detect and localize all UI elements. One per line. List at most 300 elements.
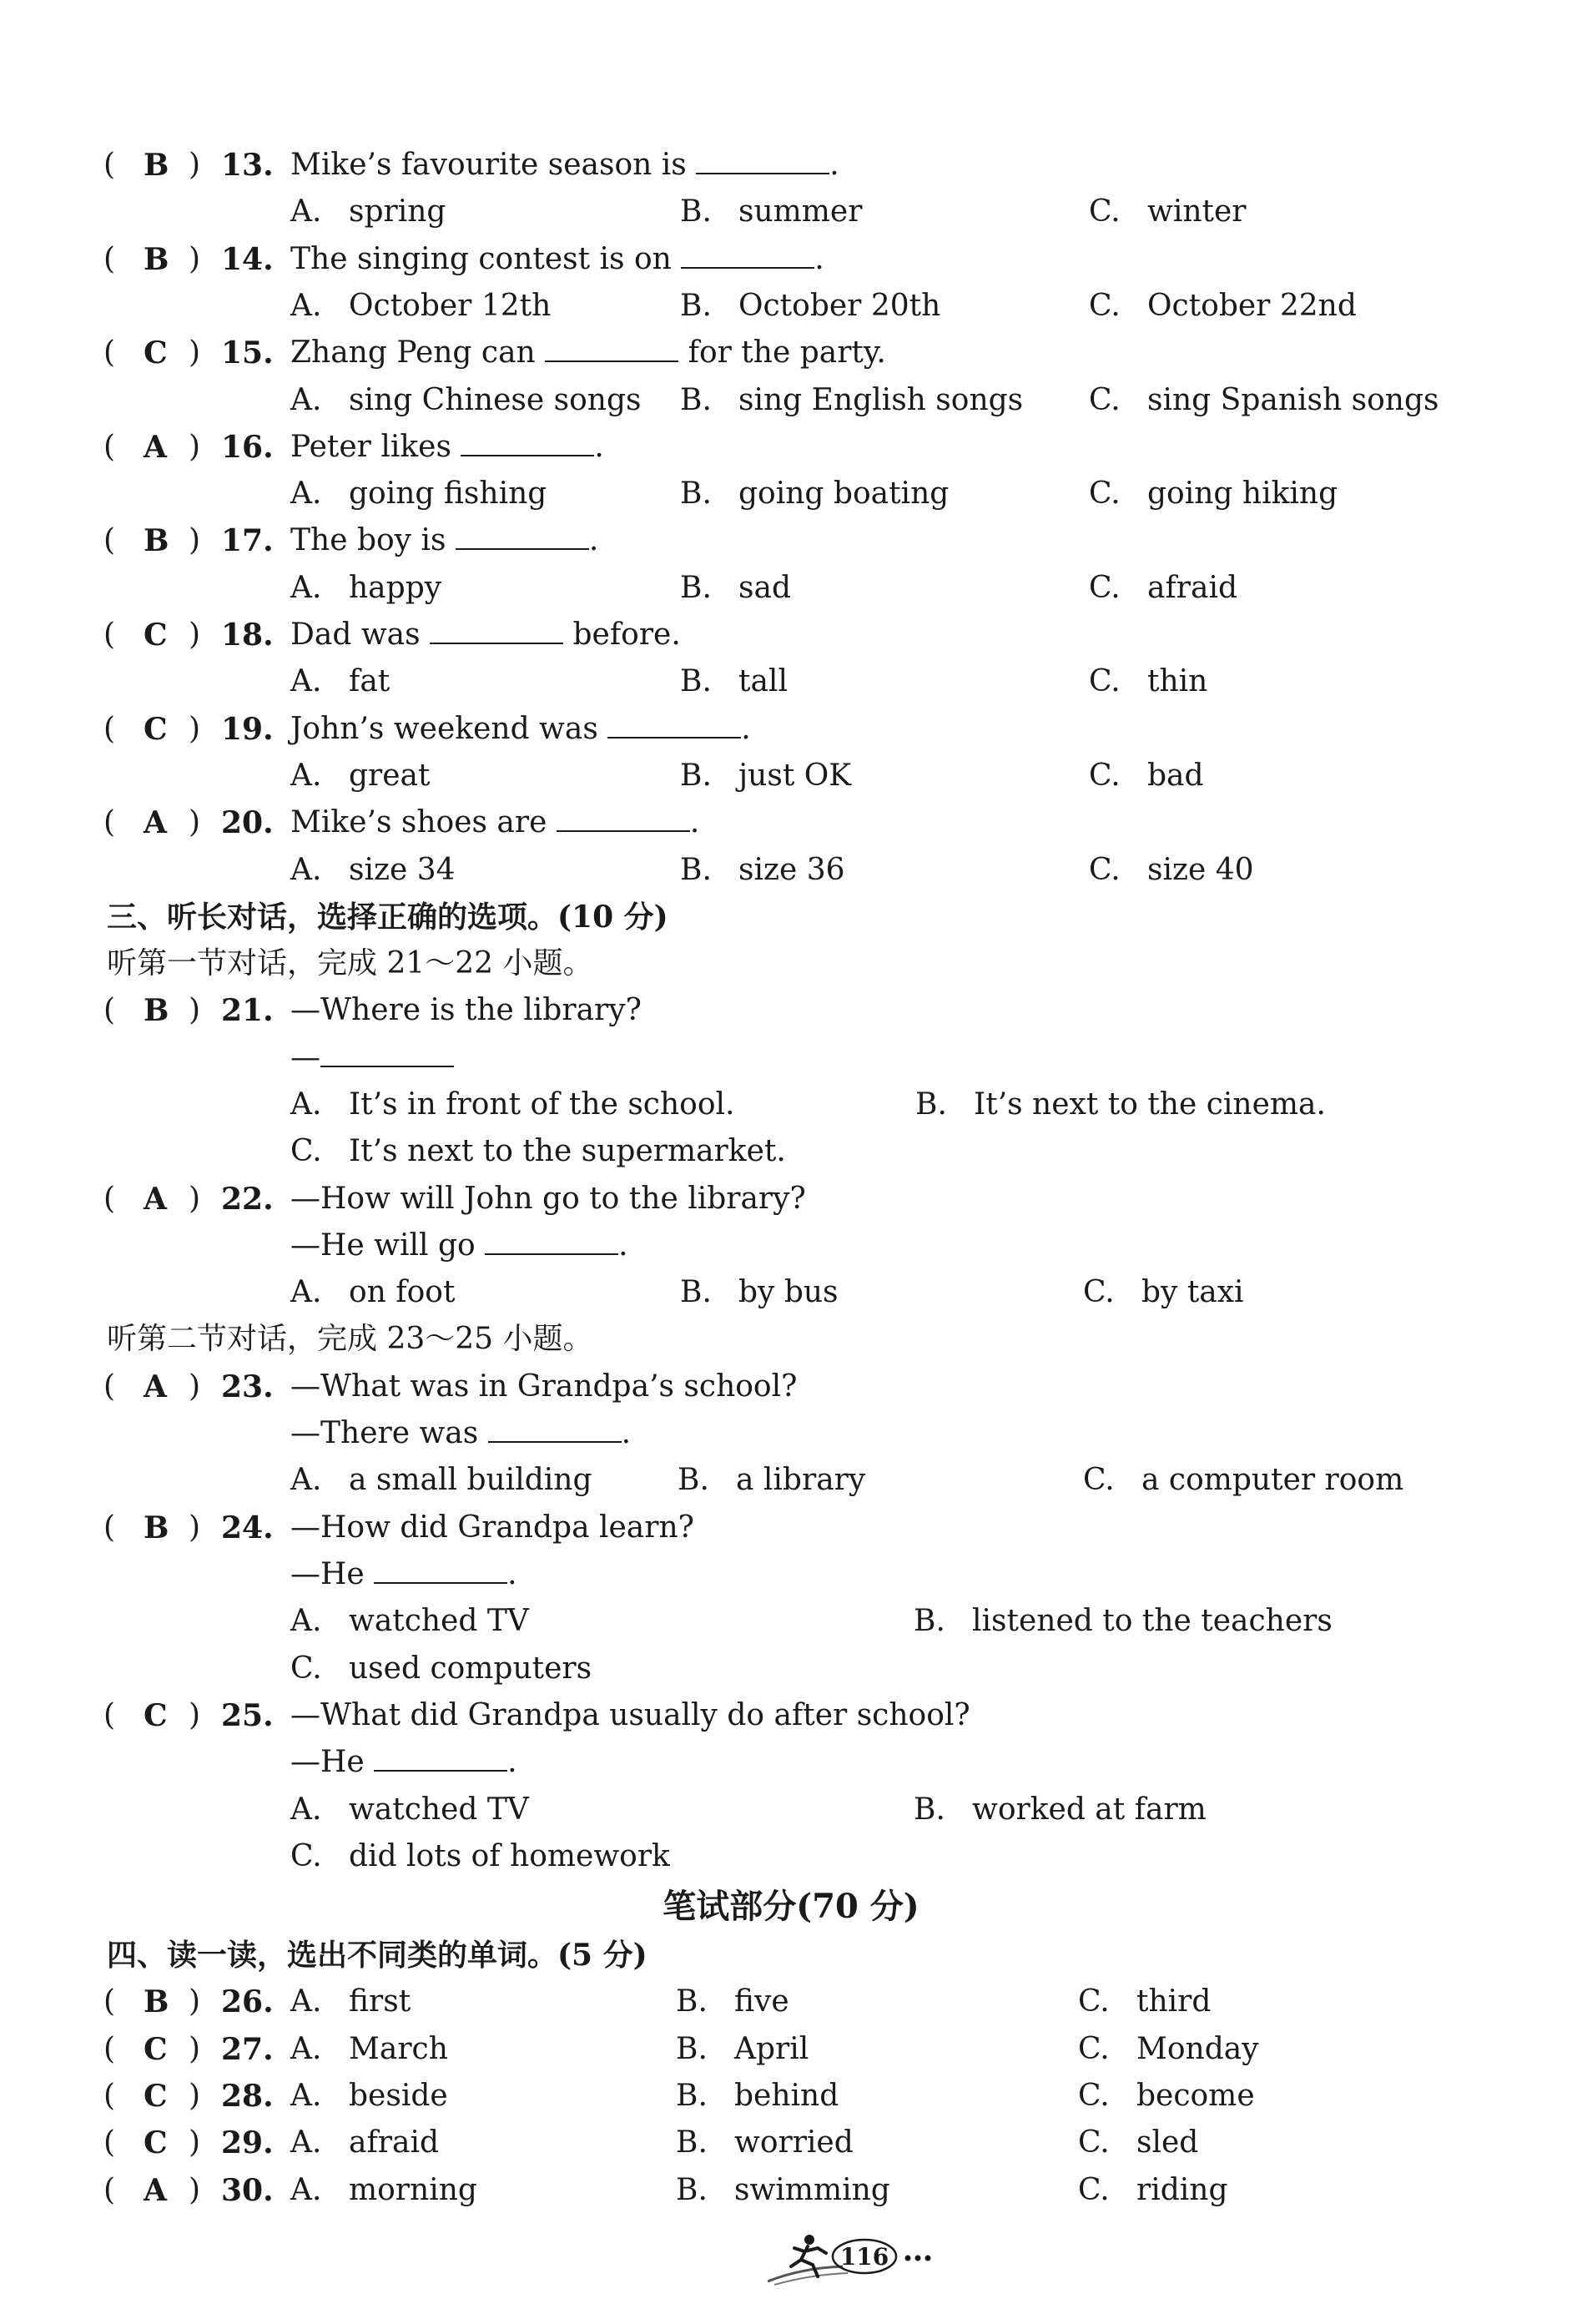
question-17-options [0, 565, 1582, 612]
option-letter: C. [1089, 289, 1121, 323]
question-25-options-row-2 [0, 1833, 1582, 1880]
paren-open: ( [103, 2173, 116, 2207]
stem-text: Zhang Peng can [290, 335, 536, 370]
question-21-reply [0, 1035, 1582, 1081]
answer-letter: A [144, 1182, 167, 1217]
option-text: riding [1136, 2173, 1228, 2207]
option-letter: C. [290, 1134, 322, 1168]
option-text: on foot [349, 1275, 456, 1309]
stem-text: . [594, 430, 604, 464]
option-letter: C. [290, 1839, 322, 1873]
option-letter: C. [1083, 1275, 1115, 1309]
question-number: 17. [221, 523, 274, 558]
question-13-options [0, 189, 1582, 235]
option-text: a library [736, 1463, 866, 1497]
option-text: winter [1147, 194, 1247, 229]
option-a [290, 565, 441, 612]
paren-open: ( [103, 1698, 116, 1732]
option-text: thin [1147, 664, 1208, 698]
question-number: 22. [221, 1182, 274, 1217]
option-text: watched TV [349, 1792, 529, 1827]
option-a [290, 2026, 448, 2073]
option-letter: C. [1089, 664, 1121, 698]
question-21-options-row-1 [0, 1081, 1582, 1128]
option-letter: A. [290, 2079, 322, 2113]
answer-letter: B [144, 1984, 169, 2019]
option-c [1089, 471, 1338, 517]
option-c [1089, 565, 1237, 612]
option-c [1078, 2167, 1228, 2214]
option-text: great [349, 759, 431, 793]
question-14-options [0, 283, 1582, 330]
paren-close: ) [189, 712, 201, 746]
option-text: April [734, 2032, 809, 2066]
question-stem [290, 142, 839, 189]
question-17 [0, 517, 1582, 564]
answer-letter: A [144, 1369, 167, 1404]
option-a [290, 658, 390, 705]
option-letter: A. [290, 664, 322, 698]
question-number: 25. [221, 1698, 274, 1733]
option-b [680, 283, 940, 330]
answer-blank [557, 805, 690, 832]
question-16-options [0, 471, 1582, 517]
question-number: 14. [221, 242, 274, 277]
question-16 [0, 424, 1582, 471]
question-15 [0, 330, 1582, 376]
paren-open: ( [103, 712, 116, 746]
question-18 [0, 612, 1582, 658]
part-instruction: 听第一节对话，完成 21～22 小题。 [107, 946, 593, 981]
option-letter: B. [676, 2079, 708, 2113]
option-text: It’s in front of the school. [349, 1087, 735, 1122]
question-25-reply [0, 1739, 1582, 1786]
option-text: by taxi [1141, 1275, 1244, 1309]
question-number: 19. [221, 712, 274, 747]
question-stem: —Where is the library? [290, 993, 642, 1027]
reply-dash: — [290, 1041, 320, 1075]
page-number: 116 [839, 2243, 889, 2271]
option-c [1078, 2026, 1259, 2073]
section-3-header [0, 894, 1582, 940]
option-b [676, 1979, 789, 2025]
option-letter: A. [290, 194, 322, 229]
answer-letter: C [144, 2032, 168, 2067]
section-title: 三、听长对话，选择正确的选项。(10 分) [107, 900, 668, 935]
option-text: spring [349, 194, 446, 229]
question-stem: —How did Grandpa learn? [290, 1510, 694, 1545]
option-c [290, 1128, 786, 1175]
written-part-header [0, 1882, 1582, 1932]
option-letter: A. [290, 853, 322, 887]
question-number: 18. [221, 618, 274, 653]
paren-close: ) [189, 1510, 201, 1545]
question-number: 27. [221, 2032, 274, 2067]
option-letter: B. [680, 289, 712, 323]
option-c [1078, 1979, 1211, 2025]
option-text: worried [734, 2125, 854, 2160]
option-b [676, 2167, 890, 2214]
stem-text: for the party. [688, 335, 886, 370]
option-text: five [734, 1984, 789, 2019]
option-letter: B. [678, 1463, 709, 1497]
stem-text: John’s weekend was [290, 712, 598, 746]
option-text: size 36 [738, 853, 845, 887]
option-letter: C. [1089, 476, 1121, 511]
option-a [290, 471, 547, 517]
question-18-options [0, 658, 1582, 705]
option-text: fat [349, 664, 390, 698]
option-c [1089, 658, 1207, 705]
option-letter: A. [290, 289, 322, 323]
option-letter: B. [676, 1984, 708, 2019]
option-text: become [1136, 2079, 1255, 2113]
option-b [915, 1081, 1326, 1128]
paren-open: ( [103, 148, 116, 182]
answer-letter: C [144, 2125, 168, 2160]
question-number: 20. [221, 805, 274, 840]
option-c [290, 1833, 670, 1880]
answer-letter: B [144, 242, 169, 277]
answer-letter: C [144, 1698, 168, 1733]
reply-text: . [507, 1745, 517, 1779]
option-letter: A. [290, 2125, 322, 2160]
paren-open: ( [103, 993, 116, 1027]
reply-text: . [507, 1557, 517, 1591]
option-b [680, 1269, 839, 1316]
option-letter: C. [290, 1651, 322, 1686]
option-text: Monday [1136, 2032, 1259, 2066]
answer-blank [456, 523, 589, 550]
option-c [1089, 377, 1439, 424]
reply-line [290, 1035, 454, 1081]
reply-text: . [621, 1416, 632, 1450]
option-letter: B. [680, 194, 712, 229]
option-b [680, 565, 791, 612]
reply-line [290, 1739, 517, 1786]
option-letter: C. [1089, 194, 1121, 229]
paren-close: ) [189, 993, 201, 1027]
question-30 [0, 2167, 1582, 2214]
answer-letter: B [144, 523, 169, 558]
question-stem: —What did Grandpa usually do after school? [290, 1698, 970, 1732]
option-c [1089, 283, 1357, 330]
question-number: 26. [221, 1984, 274, 2019]
option-text: sing Spanish songs [1147, 383, 1439, 417]
option-letter: A. [290, 1984, 322, 2019]
answer-blank [374, 1557, 507, 1584]
question-stem [290, 706, 751, 753]
answer-letter: B [144, 993, 169, 1028]
option-letter: A. [290, 1604, 322, 1638]
question-number: 30. [221, 2173, 274, 2208]
question-number: 29. [221, 2125, 274, 2160]
option-text: going fishing [349, 476, 547, 511]
option-letter: B. [680, 383, 712, 417]
option-text: sing Chinese songs [349, 383, 642, 417]
option-letter: B. [676, 2125, 708, 2160]
answer-blank [374, 1745, 507, 1772]
answer-letter: C [144, 618, 168, 653]
option-letter: C. [1078, 1984, 1110, 2019]
answer-blank [607, 712, 741, 739]
option-text: just OK [738, 759, 852, 793]
paren-open: ( [103, 1182, 116, 1216]
answer-letter: C [144, 712, 168, 747]
reply-text: —He [290, 1745, 365, 1779]
option-b [680, 471, 949, 517]
option-text: It’s next to the supermarket. [349, 1134, 786, 1168]
section-3-part-1 [0, 940, 1582, 987]
option-letter: C. [1078, 2032, 1110, 2066]
option-text: size 34 [349, 853, 456, 887]
option-text: going hiking [1147, 476, 1338, 511]
paren-open: ( [103, 1510, 116, 1545]
option-a [290, 377, 641, 424]
answer-blank [545, 335, 678, 362]
option-text: used computers [349, 1651, 592, 1686]
option-text: by bus [738, 1275, 839, 1309]
option-letter: A. [290, 759, 322, 793]
question-24-reply [0, 1551, 1582, 1598]
question-number: 13. [221, 148, 274, 183]
option-text: worked at farm [972, 1792, 1207, 1827]
option-c [1078, 2073, 1255, 2120]
paren-open: ( [103, 335, 116, 370]
question-number: 21. [221, 993, 274, 1028]
paren-open: ( [103, 618, 116, 652]
option-b [914, 1787, 1207, 1833]
page-footer [768, 2230, 968, 2288]
option-letter: B. [914, 1604, 945, 1638]
option-c [1089, 847, 1254, 894]
question-15-options [0, 377, 1582, 424]
question-27 [0, 2026, 1582, 2073]
question-stem [290, 424, 604, 471]
answer-blank [488, 1416, 622, 1443]
option-letter: B. [676, 2173, 708, 2207]
question-number: 16. [221, 430, 274, 465]
reply-line [290, 1222, 628, 1269]
option-letter: B. [914, 1792, 945, 1827]
stem-text: . [814, 242, 824, 276]
question-22-options [0, 1269, 1582, 1316]
answer-letter: C [144, 2079, 168, 2114]
option-b [676, 2026, 809, 2073]
stem-text: Dad was [290, 618, 421, 652]
option-letter: B. [676, 2032, 708, 2066]
answer-letter: A [144, 2173, 167, 2208]
option-letter: A. [290, 383, 322, 417]
option-text: a small building [349, 1463, 592, 1497]
question-23-reply [0, 1410, 1582, 1457]
paren-close: ) [189, 2125, 201, 2160]
option-letter: A. [290, 1087, 322, 1122]
paren-close: ) [189, 242, 201, 276]
question-number: 15. [221, 335, 274, 371]
question-19 [0, 706, 1582, 753]
option-b [680, 377, 1023, 424]
question-20-options [0, 847, 1582, 894]
question-24 [0, 1505, 1582, 1551]
stem-text: The singing contest is on [290, 242, 672, 276]
option-text: afraid [1147, 571, 1238, 605]
paren-open: ( [103, 523, 116, 557]
option-text: first [349, 1984, 411, 2019]
option-text: sad [738, 571, 791, 605]
option-a [290, 847, 456, 894]
question-19-options [0, 753, 1582, 799]
option-a [290, 283, 551, 330]
option-letter: B. [915, 1087, 947, 1122]
option-text: swimming [734, 2173, 890, 2207]
question-23-options [0, 1457, 1582, 1504]
paren-close: ) [189, 430, 201, 464]
section-3-part-2 [0, 1316, 1582, 1363]
question-stem: —How will John go to the library? [290, 1182, 806, 1216]
option-c [290, 1646, 592, 1692]
option-b [680, 847, 845, 894]
question-14 [0, 236, 1582, 283]
paren-open: ( [103, 1369, 116, 1404]
option-text: It’s next to the cinema. [974, 1087, 1326, 1122]
option-a [290, 189, 446, 235]
option-text: tall [738, 664, 788, 698]
question-25-options-row-1 [0, 1787, 1582, 1833]
option-letter: B. [680, 664, 712, 698]
option-b [914, 1598, 1333, 1645]
answer-blank [696, 148, 829, 174]
option-text: October 12th [349, 289, 552, 323]
option-letter: C. [1089, 571, 1121, 605]
question-21-options-row-2 [0, 1128, 1582, 1175]
question-number: 28. [221, 2079, 274, 2114]
option-letter: A. [290, 571, 322, 605]
option-letter: B. [680, 571, 712, 605]
option-a [290, 1457, 592, 1504]
question-26 [0, 1979, 1582, 2025]
option-text: summer [738, 194, 863, 229]
written-part-title: 笔试部分(70 分) [663, 1887, 919, 1926]
option-c [1083, 1457, 1403, 1504]
option-text: watched TV [349, 1604, 529, 1638]
option-c [1089, 753, 1204, 799]
reply-text: —He will go [290, 1228, 476, 1263]
option-letter: B. [680, 476, 712, 511]
question-number: 24. [221, 1510, 274, 1545]
question-stem [290, 517, 598, 564]
question-stem [290, 330, 886, 376]
option-a [290, 1787, 529, 1833]
stem-text: . [588, 523, 599, 557]
paren-open: ( [103, 242, 116, 276]
option-text: behind [734, 2079, 839, 2113]
option-letter: C. [1078, 2125, 1110, 2160]
option-letter: B. [680, 853, 712, 887]
answer-letter: A [144, 805, 167, 840]
stem-text: . [741, 712, 751, 746]
question-stem: —What was in Grandpa’s school? [290, 1369, 798, 1404]
option-a [290, 1269, 455, 1316]
option-c [1089, 189, 1247, 235]
option-a [290, 2167, 477, 2214]
answer-blank [320, 1041, 454, 1067]
question-25 [0, 1692, 1582, 1739]
answer-letter: C [144, 335, 168, 371]
option-text: a computer room [1141, 1463, 1404, 1497]
option-letter: C. [1078, 2173, 1110, 2207]
option-text: happy [349, 571, 442, 605]
answer-letter: B [144, 1510, 169, 1545]
stem-text: The boy is [290, 523, 446, 557]
option-a [290, 1979, 411, 2025]
answer-blank [681, 242, 814, 269]
paren-open: ( [103, 430, 116, 464]
option-text: beside [349, 2079, 448, 2113]
option-text: October 22nd [1147, 289, 1357, 323]
option-c [1083, 1269, 1244, 1316]
question-28 [0, 2073, 1582, 2120]
option-letter: B. [680, 759, 712, 793]
option-letter: C. [1078, 2079, 1110, 2113]
option-b [680, 658, 788, 705]
option-b [678, 1457, 865, 1504]
option-text: sing English songs [738, 383, 1024, 417]
section-4-header [0, 1932, 1582, 1979]
question-13 [0, 142, 1582, 189]
question-20 [0, 799, 1582, 846]
option-b [680, 189, 862, 235]
paren-close: ) [189, 2032, 201, 2066]
question-stem [290, 236, 824, 283]
reply-line [290, 1551, 517, 1598]
option-letter: A. [290, 2173, 322, 2207]
reply-text: —There was [290, 1416, 479, 1450]
answer-blank [430, 618, 563, 644]
reply-line [290, 1410, 631, 1457]
option-letter: C. [1089, 853, 1121, 887]
answer-blank [485, 1228, 618, 1255]
option-b [676, 2120, 854, 2166]
option-a [290, 1081, 734, 1128]
stem-text: before. [572, 618, 681, 652]
option-text: morning [349, 2173, 477, 2207]
paren-close: ) [189, 523, 201, 557]
stem-text: . [689, 805, 700, 839]
question-22-reply [0, 1222, 1582, 1269]
paren-close: ) [189, 1698, 201, 1732]
answer-blank [461, 430, 594, 456]
question-22 [0, 1176, 1582, 1222]
option-text: afraid [349, 2125, 440, 2160]
option-text: third [1136, 1984, 1212, 2019]
option-a [290, 2120, 439, 2166]
option-text: going boating [738, 476, 950, 511]
option-letter: C. [1083, 1463, 1115, 1497]
stem-text: . [829, 148, 839, 182]
answer-letter: B [144, 148, 169, 183]
stem-text: Peter likes [290, 430, 451, 464]
question-24-options-row-1 [0, 1598, 1582, 1645]
paren-close: ) [189, 335, 201, 370]
option-letter: C. [1089, 383, 1121, 417]
option-text: sled [1136, 2125, 1199, 2160]
paren-open: ( [103, 2125, 116, 2160]
option-text: listened to the teachers [972, 1604, 1333, 1638]
section-title: 四、读一读，选出不同类的单词。(5 分) [107, 1938, 647, 1973]
question-stem [290, 612, 681, 658]
part-instruction: 听第二节对话，完成 23～25 小题。 [107, 1322, 593, 1356]
